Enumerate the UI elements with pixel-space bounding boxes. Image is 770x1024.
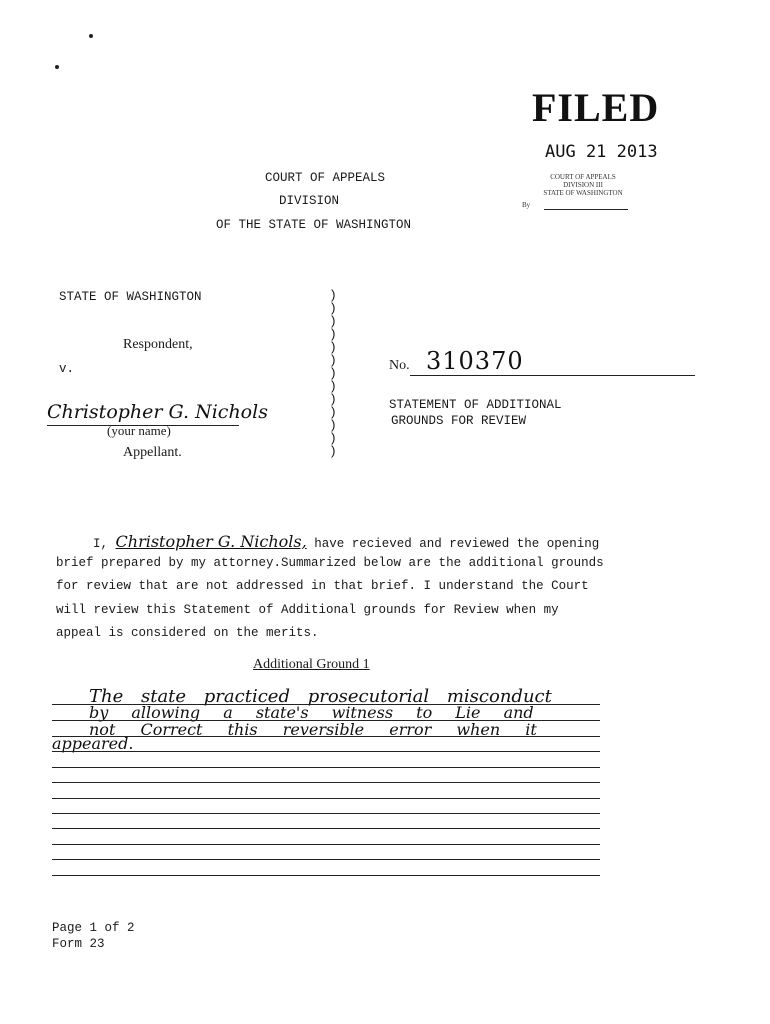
writing-line <box>52 844 600 845</box>
court-division: DIVISION <box>279 194 340 208</box>
writing-line <box>52 751 600 752</box>
respondent-label: Respondent, <box>123 337 193 352</box>
stamp-line-3: STATE OF WASHINGTON <box>543 189 623 197</box>
appellant-name: Christopher G. Nichols <box>47 401 268 423</box>
doc-title-line-2: GROUNDS FOR REVIEW <box>391 414 527 428</box>
scan-speck <box>55 65 59 69</box>
writing-line <box>52 859 600 860</box>
intro-line-4: will review this Statement of Additional grounds for Review when my <box>56 603 559 617</box>
scan-speck <box>89 34 93 38</box>
page-number: Page 1 of 2 <box>52 921 135 935</box>
doc-title-line-1: STATEMENT OF ADDITIONAL <box>389 398 562 412</box>
stamp-line-2: DIVISION III <box>563 181 603 189</box>
writing-line <box>52 704 600 705</box>
ground-line-2: by allowing a state's witness to Lie and <box>89 703 534 722</box>
case-number-label: No. <box>389 358 410 373</box>
plaintiff-name: STATE OF WASHINGTON <box>59 290 202 304</box>
ground-heading: Additional Ground 1 <box>253 657 370 672</box>
intro-line-3: for review that are not addressed in that brief. I understand the Court <box>56 579 589 593</box>
stamp-line-1: COURT OF APPEALS <box>550 173 616 181</box>
intro-rest: have recieved and reviewed the opening <box>314 537 600 551</box>
court-state: OF THE STATE OF WASHINGTON <box>216 218 412 232</box>
writing-line <box>52 782 600 783</box>
writing-line <box>52 875 600 876</box>
writing-line <box>52 736 600 737</box>
intro-line-1 <box>93 532 599 551</box>
form-number: Form 23 <box>52 937 105 951</box>
intro-line-5: appeal is considered on the merits. <box>56 626 319 640</box>
stamp-court <box>533 173 633 197</box>
writing-line <box>52 813 600 814</box>
appellant-label: Appellant. <box>123 445 182 460</box>
ground-line-3: not Correct this reversible error when it <box>89 720 537 739</box>
writing-line <box>52 798 600 799</box>
caption-divider: ) ) ) ) ) ) ) ) ) ) ) ) ) <box>329 288 337 459</box>
case-number: 310370 <box>426 347 524 375</box>
stamp-by: By <box>522 201 531 209</box>
writing-line <box>52 720 600 721</box>
intro-name: Christopher G. Nichols, <box>115 532 307 551</box>
ground-line-4: appeared. <box>52 734 134 753</box>
your-name-label: (your name) <box>107 423 171 438</box>
intro-prefix: I, <box>93 537 109 551</box>
writing-line <box>52 767 600 768</box>
intro-line-2: brief prepared by my attorney.Summarized below are the additional grounds <box>56 556 604 570</box>
court-title: COURT OF APPEALS <box>265 171 386 185</box>
stamp-by-line <box>544 209 628 210</box>
versus-label: v. <box>59 362 75 376</box>
writing-line <box>52 828 600 829</box>
filed-stamp: FILED <box>532 85 660 130</box>
filed-date: AUG 21 2013 <box>545 142 658 162</box>
ground-line-1: The state practiced prosecutorial misconduct <box>89 686 552 707</box>
case-number-line <box>410 375 695 376</box>
